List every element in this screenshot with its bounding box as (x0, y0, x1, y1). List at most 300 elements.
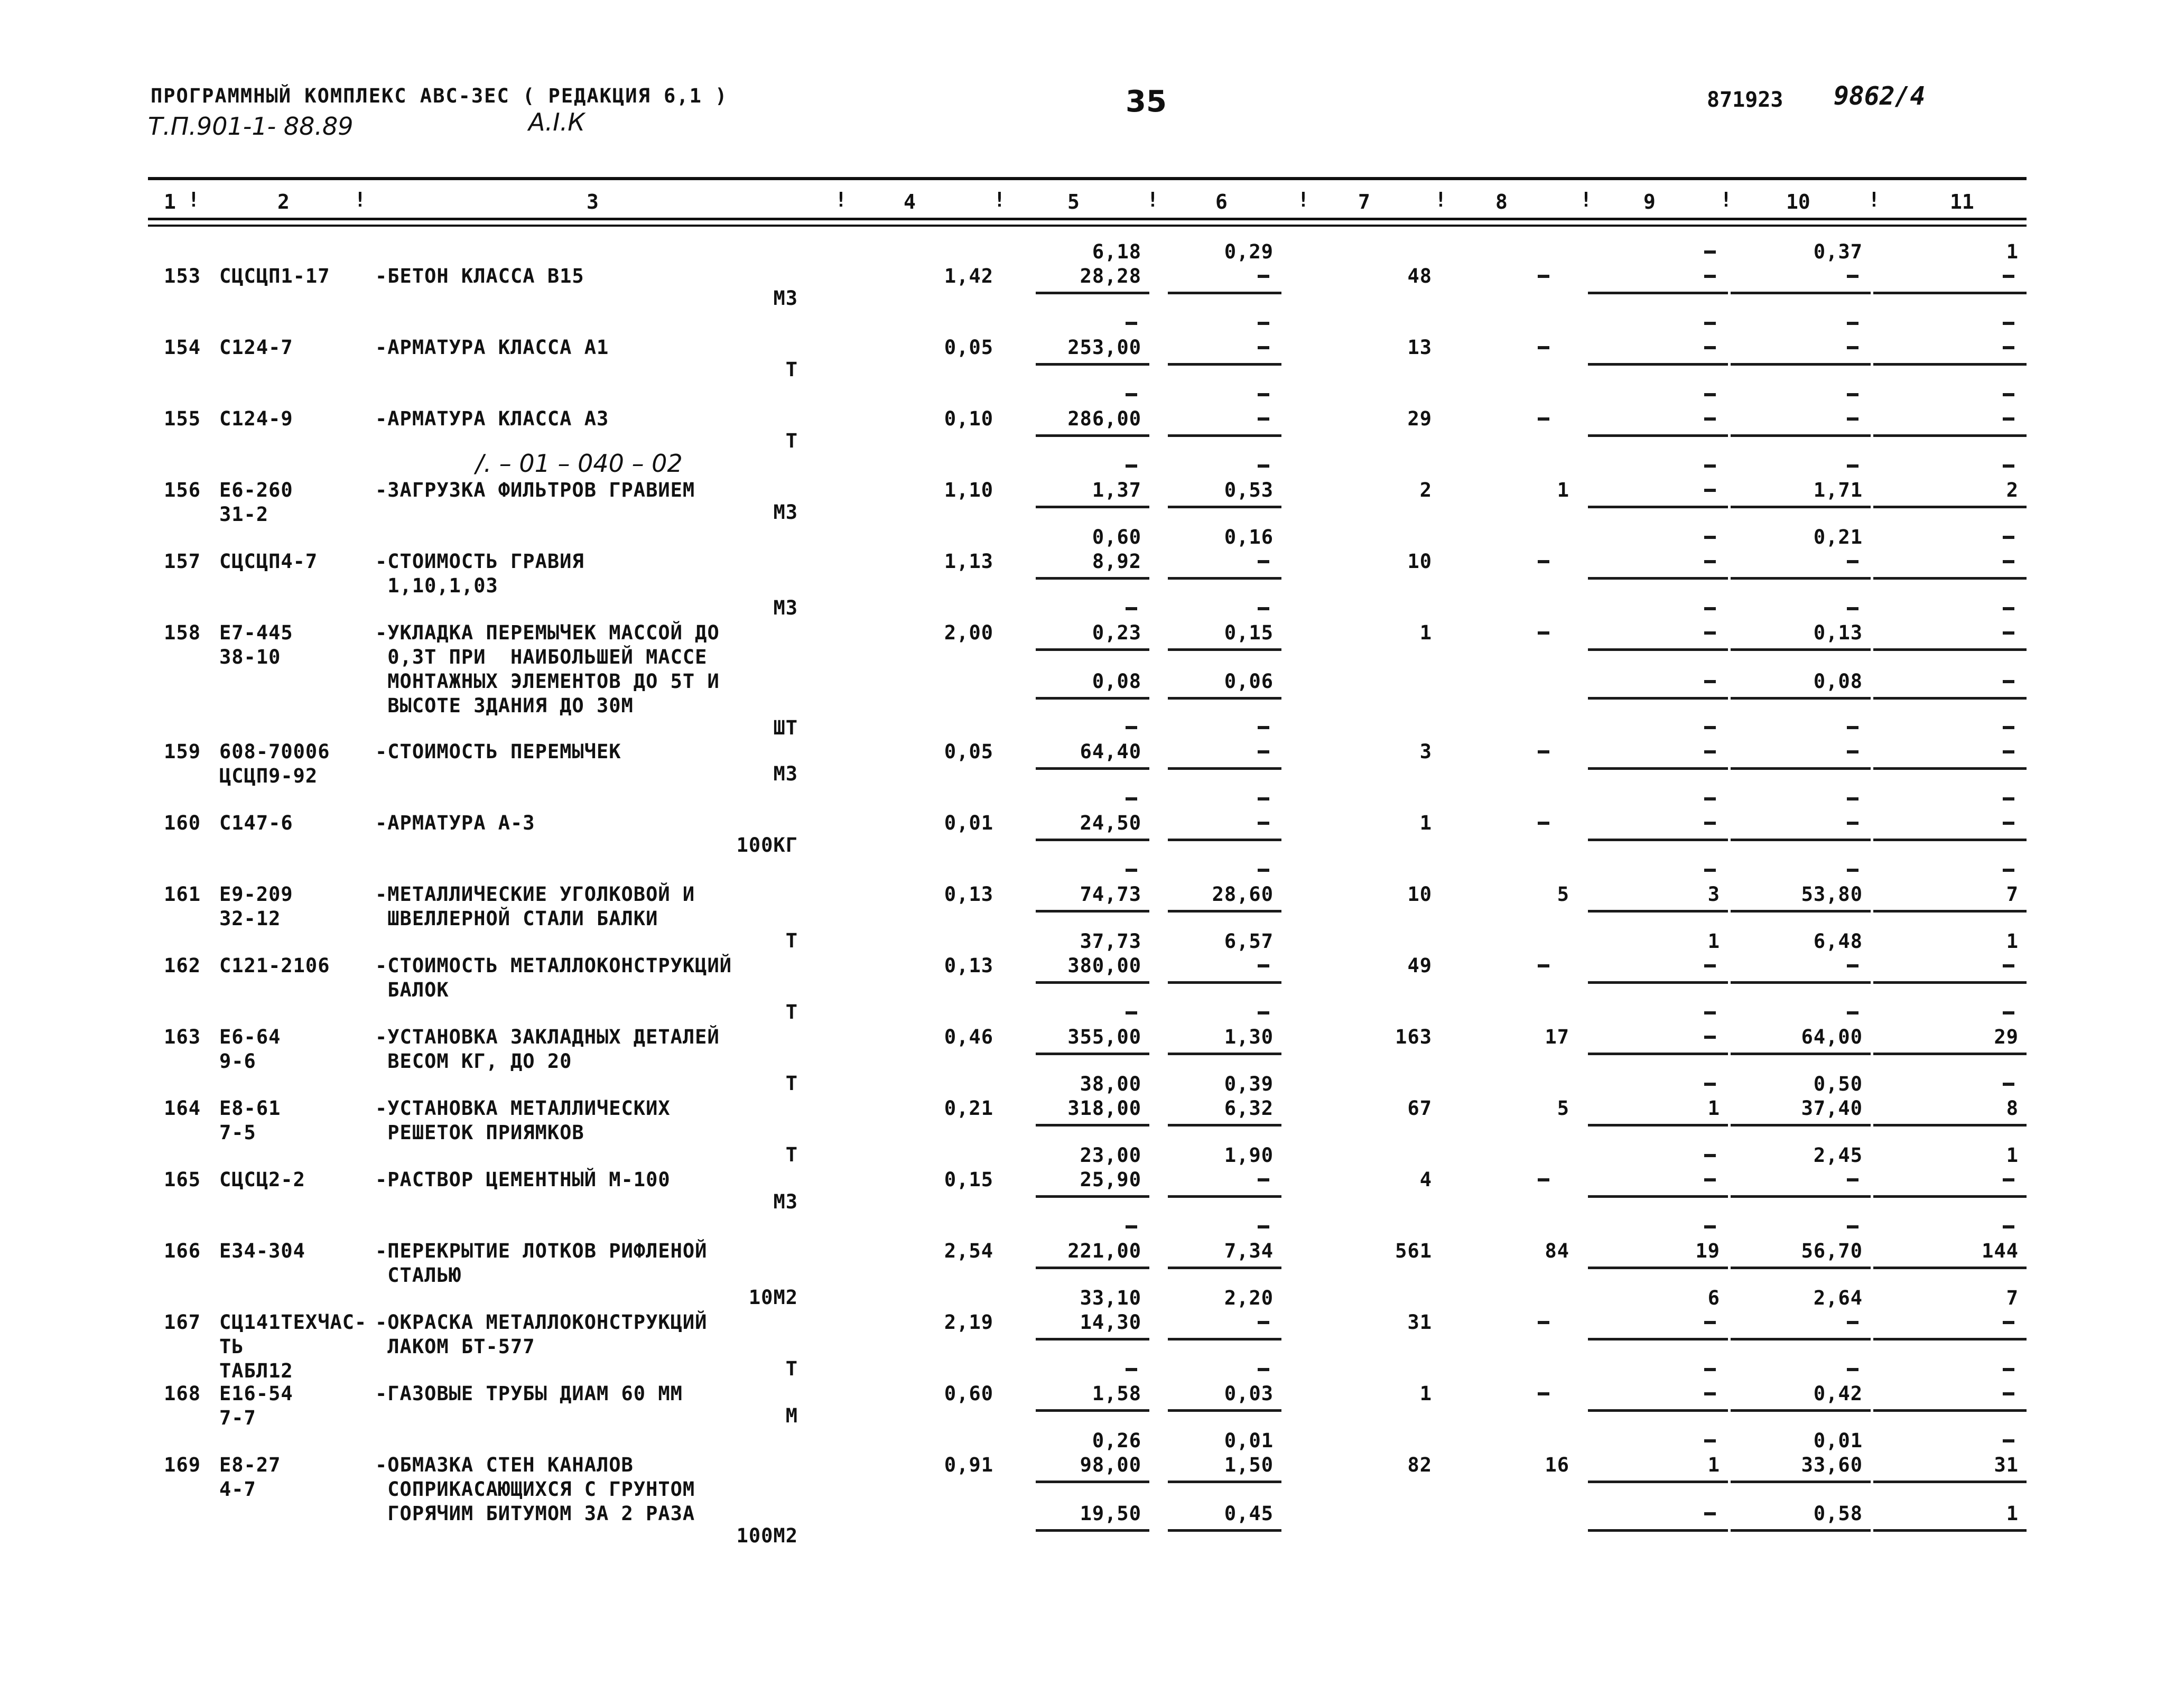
row-code: С147-6 (219, 812, 293, 834)
row-c10-lower: 0,08 (1813, 670, 1863, 693)
row-c9-rule (1588, 981, 1728, 984)
row-c6-main: 1,30 (1224, 1026, 1274, 1048)
row-description: -АРМАТУРА А-3 (375, 812, 535, 834)
row-quantity: 0,01 (944, 812, 993, 834)
row-col7: 2 (1419, 479, 1432, 501)
row-c10-main: 56,70 (1801, 1240, 1863, 1262)
row-c10-rule-lower (1731, 1529, 1871, 1532)
row-c11-upper (2003, 393, 2014, 396)
row-c5-rule (1036, 1338, 1149, 1340)
row-c5-main: 355,00 (1067, 1026, 1141, 1048)
row-col8-dash (1538, 750, 1549, 753)
row-c11-main (2003, 1321, 2014, 1324)
row-c6-main (1258, 1321, 1269, 1324)
row-c6-rule (1168, 981, 1281, 984)
row-number: 167 (164, 1311, 201, 1334)
row-c11-main: 31 (1994, 1454, 2019, 1476)
row-description: 0,3Т ПРИ НАИБОЛЬШЕЙ МАССЕ (375, 646, 708, 668)
row-c6-main (1258, 346, 1269, 349)
row-col8: 5 (1557, 1097, 1569, 1120)
row-c9-rule (1588, 1053, 1728, 1055)
row-c9-main (1704, 1321, 1716, 1324)
row-quantity: 1,10 (944, 479, 993, 501)
row-col7: 1 (1419, 1382, 1432, 1405)
row-c11-rule (1873, 1267, 2027, 1269)
row-c11-rule (1873, 767, 2027, 770)
row-c6-rule (1168, 1481, 1281, 1483)
row-c9-main (1704, 1392, 1716, 1395)
row-c10-rule (1731, 1409, 1871, 1412)
row-c6-upper (1258, 869, 1269, 872)
row-c5-upper: 37,73 (1080, 930, 1141, 953)
row-description: -АРМАТУРА КЛАССА А3 (375, 407, 609, 430)
row-c6-rule (1168, 648, 1281, 651)
row-code: Е8-27 (219, 1454, 281, 1476)
row-c9-upper (1704, 322, 1716, 325)
row-c11-lower: 1 (2006, 1502, 2019, 1525)
row-description: 1,10,1,03 (375, 574, 498, 597)
row-c5-main: 24,50 (1080, 812, 1141, 834)
row-c10-main: 33,60 (1801, 1454, 1863, 1476)
row-c10-rule (1731, 1267, 1871, 1269)
row-quantity: 0,13 (944, 954, 993, 977)
row-c6-main (1258, 822, 1269, 825)
row-quantity: 0,13 (944, 883, 993, 906)
row-c10-upper (1847, 726, 1858, 729)
row-code: ЦСЦП9-92 (219, 765, 318, 787)
row-c6-rule (1168, 910, 1281, 913)
row-c10-upper: 0,50 (1813, 1073, 1863, 1095)
row-col7: 163 (1395, 1026, 1432, 1048)
column-header-11: 11 (1950, 190, 1974, 213)
row-c6-main: 0,53 (1224, 479, 1274, 501)
row-c9-main (1704, 417, 1716, 421)
row-c10-upper (1847, 1011, 1858, 1014)
row-quantity: 0,05 (944, 740, 993, 763)
row-c9-main (1704, 631, 1716, 635)
row-c9-upper (1704, 250, 1716, 254)
row-c9-rule (1588, 648, 1728, 651)
row-unit: М3 (773, 501, 798, 524)
row-code: СЦСЦП1-17 (219, 265, 330, 287)
row-c6-rule (1168, 1053, 1281, 1055)
row-quantity: 0,15 (944, 1168, 993, 1191)
row-c10-rule (1731, 648, 1871, 651)
row-col7: 82 (1407, 1454, 1432, 1476)
handwritten-mark: А.I.К (528, 108, 585, 136)
row-c10-main: 0,13 (1813, 621, 1863, 644)
column-header-5: 5 (1067, 190, 1080, 213)
row-number: 166 (164, 1240, 201, 1262)
column-header-2: 2 (277, 190, 290, 213)
column-header-4: 4 (904, 190, 916, 213)
row-description: -СТОИМОСТЬ ГРАВИЯ (375, 550, 584, 573)
row-unit: Т (785, 1001, 798, 1023)
row-code: 4-7 (219, 1478, 256, 1501)
row-c10-upper (1847, 607, 1858, 610)
row-c9-rule (1588, 434, 1728, 437)
column-header-8: 8 (1495, 190, 1508, 213)
column-header-1: 1 (164, 190, 176, 213)
row-description: -ПЕРЕКРЫТИЕ ЛОТКОВ РИФЛЕНОЙ (375, 1240, 708, 1262)
row-c6-upper: 6,57 (1224, 930, 1274, 953)
row-c11-main: 2 (2006, 479, 2019, 501)
row-c11-main: 144 (1982, 1240, 2019, 1262)
row-quantity: 1,42 (944, 265, 993, 287)
row-description: -ОБМАЗКА СТЕН КАНАЛОВ (375, 1454, 634, 1476)
row-c10-main: 64,00 (1801, 1026, 1863, 1048)
row-c11-upper: 7 (2006, 1287, 2019, 1309)
row-c11-upper: 1 (2006, 1144, 2019, 1167)
row-c5-rule (1036, 292, 1149, 294)
row-c9-upper (1704, 1083, 1716, 1086)
row-col7: 49 (1407, 954, 1432, 977)
row-c10-rule (1731, 1481, 1871, 1483)
row-c11-rule (1873, 1124, 2027, 1127)
row-quantity: 0,05 (944, 336, 993, 359)
row-c5-main: 1,58 (1092, 1382, 1141, 1405)
row-description: -ОКРАСКА МЕТАЛЛОКОНСТРУКЦИЙ (375, 1311, 708, 1334)
row-c9-main: 19 (1695, 1240, 1720, 1262)
row-c11-upper (2003, 322, 2014, 325)
row-c6-rule (1168, 839, 1281, 841)
row-code: Е9-209 (219, 883, 293, 906)
row-c6-upper (1258, 464, 1269, 468)
row-unit: М3 (773, 762, 798, 785)
row-c6-rule (1168, 1409, 1281, 1412)
row-c11-upper (2003, 869, 2014, 872)
row-c5-main: 14,30 (1080, 1311, 1141, 1334)
row-col8-dash (1538, 346, 1549, 349)
row-col8-dash (1538, 417, 1549, 421)
row-description: МОНТАЖНЫХ ЭЛЕМЕНТОВ ДО 5Т И (375, 670, 720, 693)
column-separator: ! (1147, 188, 1159, 211)
row-description: РЕШЕТОК ПРИЯМКОВ (375, 1121, 584, 1144)
row-c9-main (1704, 346, 1716, 349)
row-c10-upper (1847, 393, 1858, 396)
row-c5-main: 1,37 (1092, 479, 1141, 501)
row-description: -ГАЗОВЫЕ ТРУБЫ ДИАМ 60 ММ (375, 1382, 683, 1405)
row-c6-lower: 0,06 (1224, 670, 1274, 693)
document-code: 871923 (1707, 88, 1783, 112)
row-c10-main: 37,40 (1801, 1097, 1863, 1120)
row-c11-main (2003, 822, 2014, 825)
row-c9-upper: 1 (1707, 930, 1720, 953)
row-unit: Т (785, 1072, 798, 1095)
row-c5-rule (1036, 506, 1149, 508)
row-description: СОПРИКАСАЮЩИХСЯ С ГРУНТОМ (375, 1478, 695, 1501)
row-c6-rule-lower (1168, 697, 1281, 700)
row-c10-rule (1731, 981, 1871, 984)
row-c5-rule (1036, 1195, 1149, 1198)
row-c6-rule (1168, 292, 1281, 294)
column-separator: ! (354, 188, 366, 211)
row-c9-rule (1588, 1267, 1728, 1269)
row-description: ВЕСОМ КГ, ДО 20 (375, 1050, 572, 1073)
row-c10-main (1847, 1321, 1858, 1324)
row-number: 168 (164, 1382, 201, 1405)
row-c5-main: 380,00 (1067, 954, 1141, 977)
row-c5-upper (1126, 322, 1137, 325)
row-c11-rule-lower (1873, 1529, 2027, 1532)
row-c5-main: 318,00 (1067, 1097, 1141, 1120)
row-code: СЦСЦП4-7 (219, 550, 318, 573)
row-col8: 16 (1545, 1454, 1569, 1476)
row-number: 169 (164, 1454, 201, 1476)
row-c11-rule (1873, 506, 2027, 508)
row-c11-upper (2003, 1439, 2014, 1442)
row-c10-lower: 0,58 (1813, 1502, 1863, 1525)
row-c6-upper (1258, 1368, 1269, 1371)
row-number: 164 (164, 1097, 201, 1120)
row-c11-rule (1873, 981, 2027, 984)
row-c5-rule (1036, 910, 1149, 913)
row-c6-rule (1168, 506, 1281, 508)
row-c11-rule (1873, 1409, 2027, 1412)
row-c6-main: 28,60 (1212, 883, 1274, 906)
row-description: СТАЛЬЮ (375, 1264, 461, 1287)
row-unit: Т (785, 929, 798, 952)
column-header-10: 10 (1786, 190, 1810, 213)
column-header-7: 7 (1358, 190, 1370, 213)
project-series: Т.П.901-1- 88.89 (148, 112, 354, 141)
row-col7: 13 (1407, 336, 1432, 359)
row-c10-main (1847, 417, 1858, 421)
row-description: -УСТАНОВКА ЗАКЛАДНЫХ ДЕТАЛЕЙ (375, 1026, 720, 1048)
row-c9-rule (1588, 767, 1728, 770)
row-c11-rule (1873, 1053, 2027, 1055)
row-number: 159 (164, 740, 201, 763)
row-c6-lower: 0,45 (1224, 1502, 1274, 1525)
row-c6-upper (1258, 393, 1269, 396)
row-col7: 3 (1419, 740, 1432, 763)
row-c9-rule (1588, 1481, 1728, 1483)
row-c5-upper (1126, 797, 1137, 800)
row-c6-rule (1168, 1124, 1281, 1127)
row-c10-main (1847, 1178, 1858, 1181)
row-unit: 10М2 (748, 1286, 798, 1309)
row-code: Е7-445 (219, 621, 293, 644)
row-c11-main (2003, 346, 2014, 349)
row-c10-rule (1731, 1124, 1871, 1127)
row-code: Е6-260 (219, 479, 293, 501)
row-c6-upper (1258, 322, 1269, 325)
row-col7: 31 (1407, 1311, 1432, 1334)
row-description: -УСТАНОВКА МЕТАЛЛИЧЕСКИХ (375, 1097, 671, 1120)
row-c9-rule (1588, 506, 1728, 508)
row-number: 160 (164, 812, 201, 834)
row-c10-rule (1731, 839, 1871, 841)
row-c6-rule (1168, 434, 1281, 437)
row-col7: 561 (1395, 1240, 1432, 1262)
row-c11-main (2003, 275, 2014, 278)
row-number: 154 (164, 336, 201, 359)
row-c5-main: 253,00 (1067, 336, 1141, 359)
row-unit: М (785, 1404, 798, 1427)
row-number: 155 (164, 407, 201, 430)
row-c6-main (1258, 750, 1269, 753)
row-number: 162 (164, 954, 201, 977)
row-c5-rule (1036, 1481, 1149, 1483)
row-c11-main: 7 (2006, 883, 2019, 906)
row-c9-upper (1704, 726, 1716, 729)
row-c10-rule-lower (1731, 697, 1871, 700)
row-unit: Т (785, 1143, 798, 1166)
row-c5-main: 28,28 (1080, 265, 1141, 287)
row-c6-upper: 0,01 (1224, 1429, 1274, 1452)
row-code: ТАБЛ12 (219, 1360, 293, 1382)
row-code: 31-2 (219, 503, 269, 526)
row-c6-upper: 2,20 (1224, 1287, 1274, 1309)
row-c6-upper (1258, 607, 1269, 610)
row-c9-upper (1704, 1439, 1716, 1442)
row-c11-upper (2003, 1368, 2014, 1371)
row-c5-rule (1036, 981, 1149, 984)
row-c9-main (1704, 275, 1716, 278)
row-c9-rule (1588, 1409, 1728, 1412)
row-c9-rule (1588, 1195, 1728, 1198)
row-c5-upper (1126, 1225, 1137, 1228)
row-quantity: 2,19 (944, 1311, 993, 1334)
row-c10-main (1847, 964, 1858, 967)
row-c6-rule (1168, 1338, 1281, 1340)
row-c10-upper (1847, 1225, 1858, 1228)
row-c6-rule (1168, 1195, 1281, 1198)
row-col7: 29 (1407, 407, 1432, 430)
row-c9-rule (1588, 292, 1728, 294)
row-c11-main (2003, 964, 2014, 967)
handwritten-scribble: /. – 01 – 040 – 02 (476, 449, 683, 478)
row-c10-upper: 0,01 (1813, 1429, 1863, 1452)
row-c11-main: 8 (2006, 1097, 2019, 1120)
row-c9-rule-lower (1588, 1529, 1728, 1532)
row-col7: 48 (1407, 265, 1432, 287)
row-c6-rule (1168, 577, 1281, 580)
row-c11-rule (1873, 648, 2027, 651)
row-c9-upper (1704, 607, 1716, 610)
column-separator: ! (1868, 188, 1880, 211)
row-code: ТЬ (219, 1335, 244, 1358)
column-separator: ! (1435, 188, 1447, 211)
row-c9-rule (1588, 839, 1728, 841)
row-quantity: 0,60 (944, 1382, 993, 1405)
row-c6-upper (1258, 1011, 1269, 1014)
row-c6-upper: 1,90 (1224, 1144, 1274, 1167)
row-c9-main (1704, 1036, 1716, 1039)
row-c6-rule (1168, 767, 1281, 770)
row-description: ВЫСОТЕ ЗДАНИЯ ДО 30М (375, 694, 634, 717)
row-c11-rule (1873, 1195, 2027, 1198)
row-c11-rule (1873, 434, 2027, 437)
row-c5-upper (1126, 869, 1137, 872)
row-c5-upper (1126, 1368, 1137, 1371)
row-c5-rule (1036, 363, 1149, 366)
row-c10-main: 1,71 (1813, 479, 1863, 501)
row-c10-rule (1731, 1338, 1871, 1340)
row-c11-lower (2003, 680, 2014, 683)
row-c5-main: 0,23 (1092, 621, 1141, 644)
row-number: 158 (164, 621, 201, 644)
row-col8: 1 (1557, 479, 1569, 501)
row-number: 165 (164, 1168, 201, 1191)
row-c11-upper (2003, 726, 2014, 729)
row-unit: М3 (773, 287, 798, 310)
row-c11-main: 29 (1994, 1026, 2019, 1048)
row-number: 157 (164, 550, 201, 573)
header-rule-top (148, 177, 2027, 180)
row-c5-rule (1036, 577, 1149, 580)
row-c10-upper: 2,45 (1813, 1144, 1863, 1167)
row-c10-main (1847, 560, 1858, 563)
row-c5-rule (1036, 1124, 1149, 1127)
row-col8: 84 (1545, 1240, 1569, 1262)
row-c11-rule-lower (1873, 697, 2027, 700)
row-c11-main (2003, 417, 2014, 421)
row-c6-main: 1,50 (1224, 1454, 1274, 1476)
row-c5-upper (1126, 1011, 1137, 1014)
row-description: -БЕТОН КЛАССА В15 (375, 265, 584, 287)
row-c6-main (1258, 560, 1269, 563)
row-code: СЦ141ТЕХЧАС- (219, 1311, 367, 1334)
row-c9-main (1704, 560, 1716, 563)
column-header-9: 9 (1643, 190, 1656, 213)
row-quantity: 0,91 (944, 1454, 993, 1476)
row-c6-upper: 0,16 (1224, 526, 1274, 548)
row-code: 7-5 (219, 1121, 256, 1144)
column-separator: ! (835, 188, 847, 211)
row-code: 9-6 (219, 1050, 256, 1073)
row-c9-main (1704, 964, 1716, 967)
row-description: ЛАКОМ БТ-577 (375, 1335, 535, 1358)
row-c10-main: 53,80 (1801, 883, 1863, 906)
row-c11-upper (2003, 797, 2014, 800)
row-c11-main (2003, 1392, 2014, 1395)
row-c5-rule-lower (1036, 697, 1149, 700)
row-description: -СТОИМОСТЬ МЕТАЛЛОКОНСТРУКЦИЙ (375, 954, 732, 977)
row-c5-rule (1036, 434, 1149, 437)
row-c11-rule (1873, 363, 2027, 366)
row-number: 163 (164, 1026, 201, 1048)
row-c10-upper: 0,21 (1813, 526, 1863, 548)
row-col8-dash (1538, 1392, 1549, 1395)
row-c11-upper (2003, 536, 2014, 539)
row-c9-upper (1704, 1011, 1716, 1014)
row-c5-upper: 33,10 (1080, 1287, 1141, 1309)
row-c11-rule (1873, 577, 2027, 580)
row-c5-lower: 19,50 (1080, 1502, 1141, 1525)
row-c5-rule (1036, 648, 1149, 651)
row-c10-rule (1731, 434, 1871, 437)
row-c9-main: 1 (1707, 1097, 1720, 1120)
row-c6-rule (1168, 1267, 1281, 1269)
row-c5-upper: 0,26 (1092, 1429, 1141, 1452)
row-c9-rule (1588, 1338, 1728, 1340)
column-separator: ! (1297, 188, 1309, 211)
row-c9-main: 1 (1707, 1454, 1720, 1476)
row-c5-upper: 0,60 (1092, 526, 1141, 548)
column-separator: ! (188, 188, 200, 211)
row-c6-main (1258, 275, 1269, 278)
row-code: СЦСЦ2-2 (219, 1168, 305, 1191)
row-description: ШВЕЛЛЕРНОЙ СТАЛИ БАЛКИ (375, 907, 658, 930)
row-c9-main (1704, 750, 1716, 753)
row-c5-rule (1036, 839, 1149, 841)
row-c10-rule (1731, 767, 1871, 770)
row-c6-main: 6,32 (1224, 1097, 1274, 1120)
row-c9-rule (1588, 910, 1728, 913)
row-c9-rule (1588, 1124, 1728, 1127)
row-code: 32-12 (219, 907, 281, 930)
